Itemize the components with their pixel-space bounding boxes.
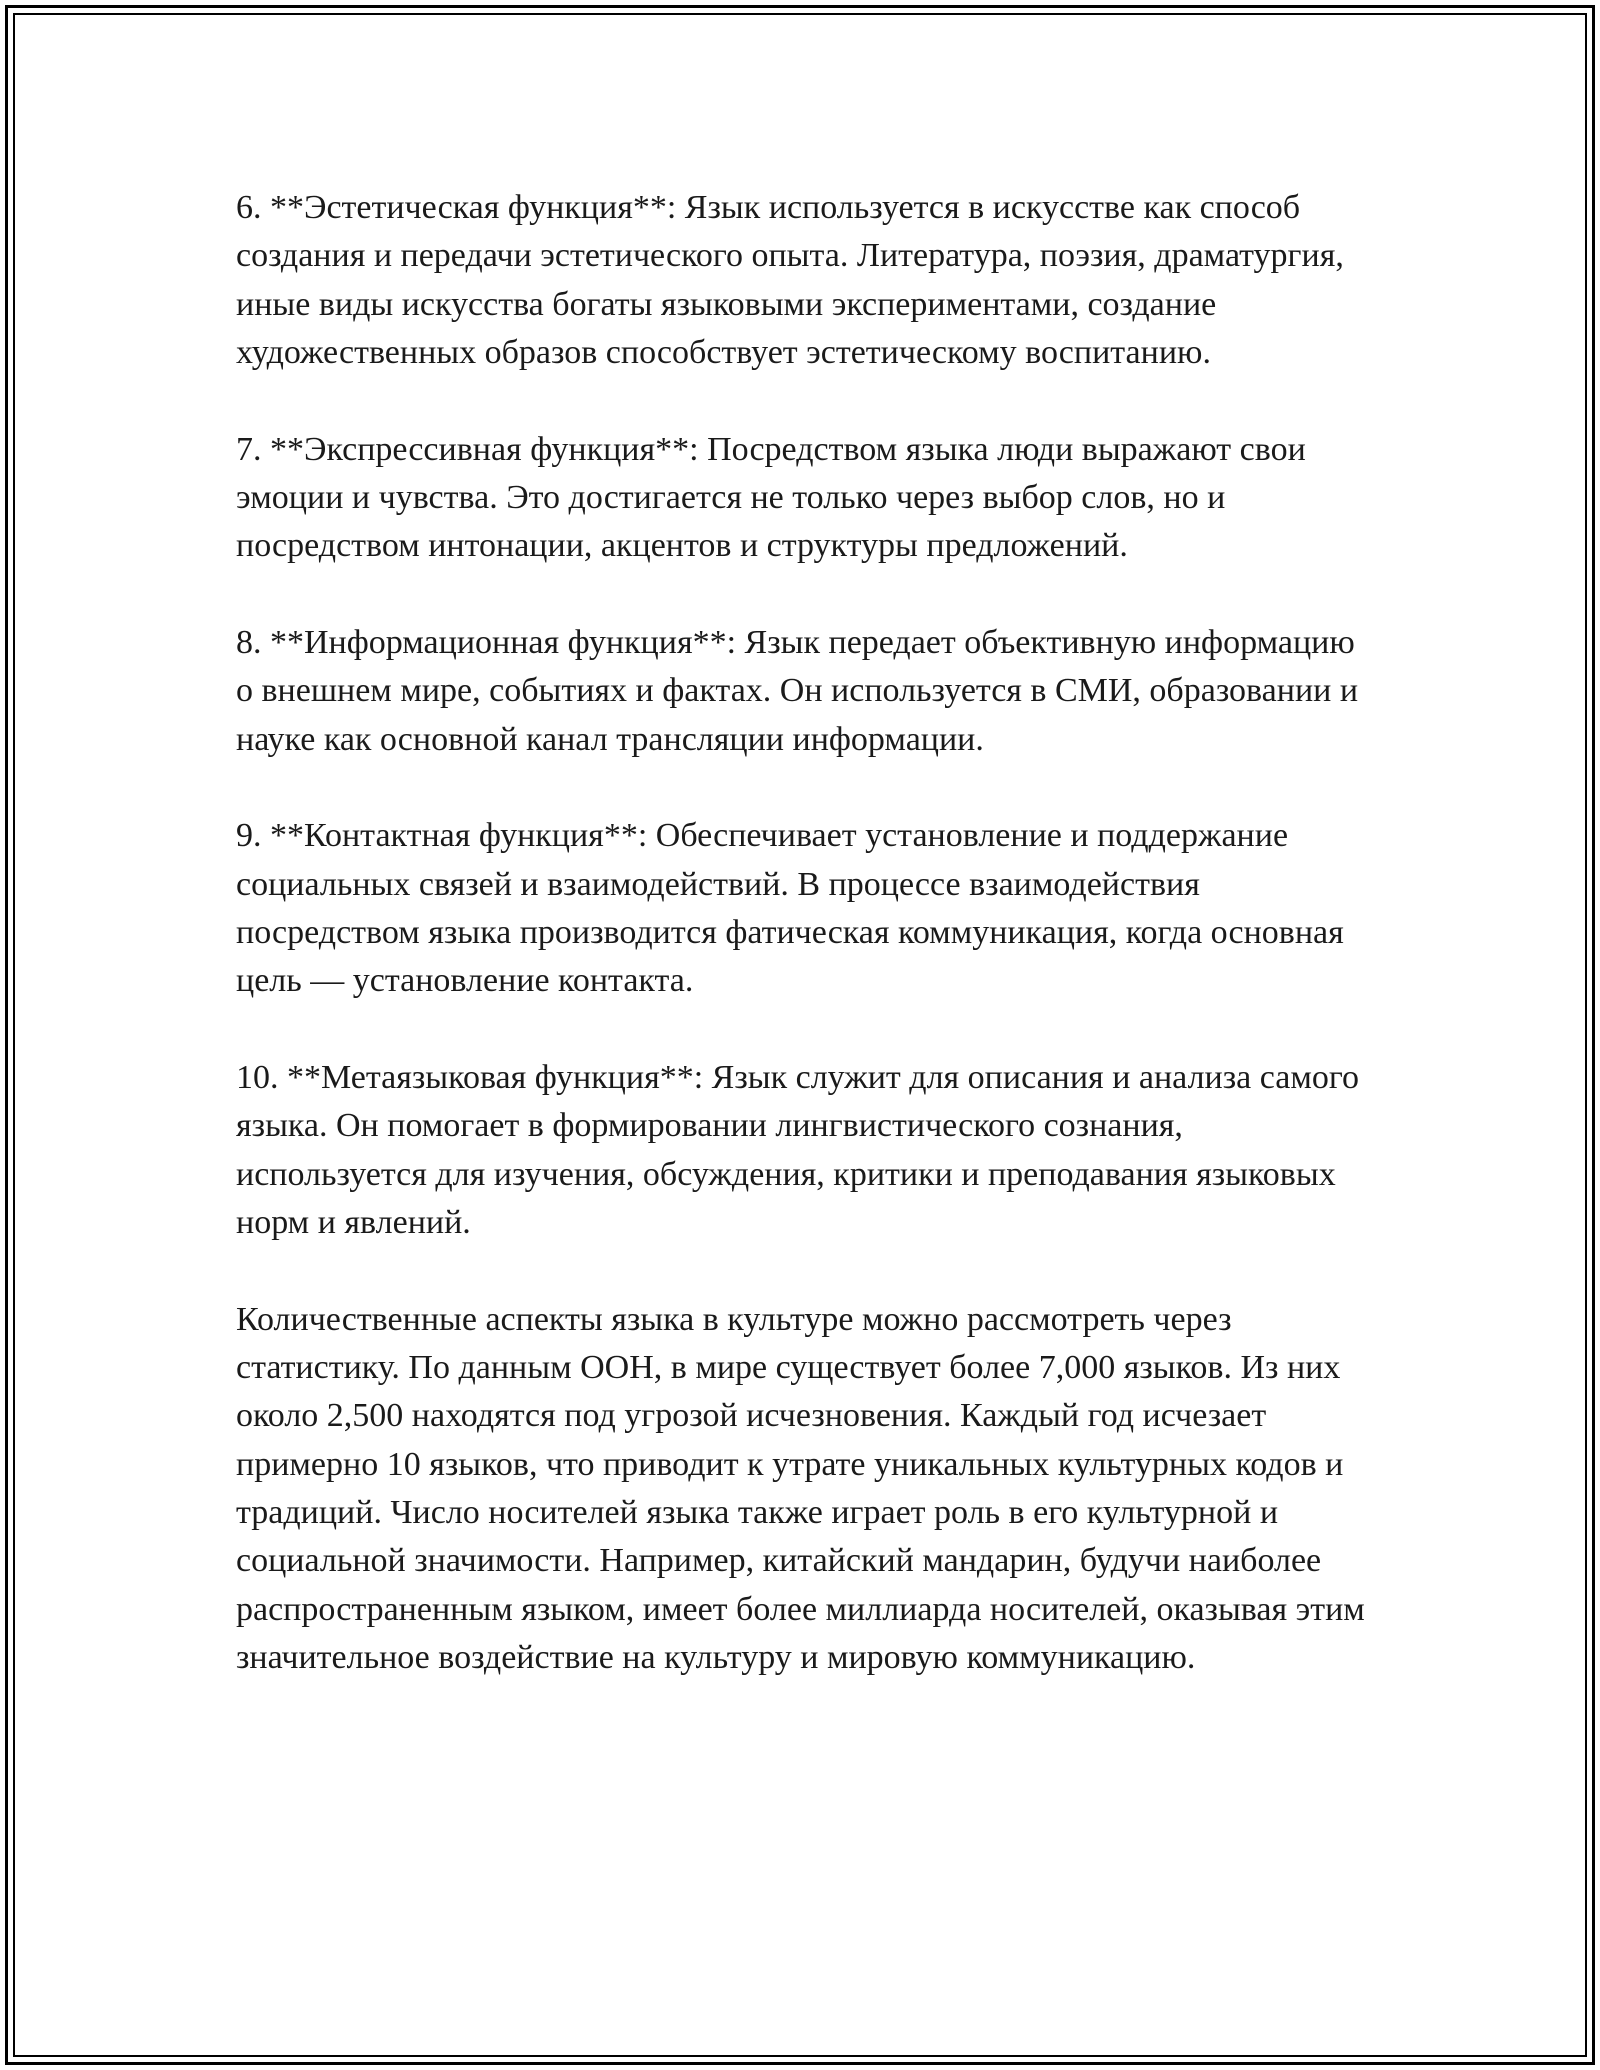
document-body xyxy=(236,184,1366,1731)
paragraph-quantitative-aspects: Количественные аспекты языка в культуре можно рассмотреть через статистику. По данным ООН, в мире существует более 7,000 языков. Из них около 2,500 находятся под угрозой исчезновения. Каждый год исчезает примерно 10 языков, что приводит к утрате уникальных культурных кодов и традиций. Число носителей языка также играет роль в его культурной и социальной значимости. Например, китайский мандарин, будучи наиболее распространенным языком, имеет более миллиарда носителей, оказывая этим значительное воздействие на культуру и мировую коммуникацию. xyxy=(236,1300,1365,1676)
paragraph-expressive-function: 7. **Экспрессивная функция**: Посредством языка люди выражают свои эмоции и чувства. Это достигается не только через выбор слов, но и посредством интонации, акцентов и структуры предложений. xyxy=(236,430,1306,565)
paragraph-informational-function: 8. **Информационная функция**: Язык передает объективную информацию о внешнем мире, событиях и фактах. Он используется в СМИ, образовании и науке как основной канал трансляции информации. xyxy=(236,624,1359,758)
paragraph-contact-function: 9. **Контактная функция**: Обеспечивает установление и поддержание социальных связей и взаимодействий. В процессе взаимодействия посредством языка производится фатическая коммуникация, когда основная цель — установление контакта. xyxy=(236,817,1344,1000)
paragraph-aesthetic-function: 6. **Эстетическая функция**: Язык используется в искусстве как способ создания и передачи эстетического опыта. Литература, поэзия, драматургия, иные виды искусства богаты языковыми экспериментами, создание художественных образов способствует эстетическому воспитанию. xyxy=(236,189,1344,371)
paragraph-metalinguistic-function: 10. **Метаязыковая функция**: Язык служит для описания и анализа самого языка. Он помогает в формировании лингвистического сознания, используется для изучения, обсуждения, критики и преподавания языковых норм и явлений. xyxy=(236,1059,1359,1242)
